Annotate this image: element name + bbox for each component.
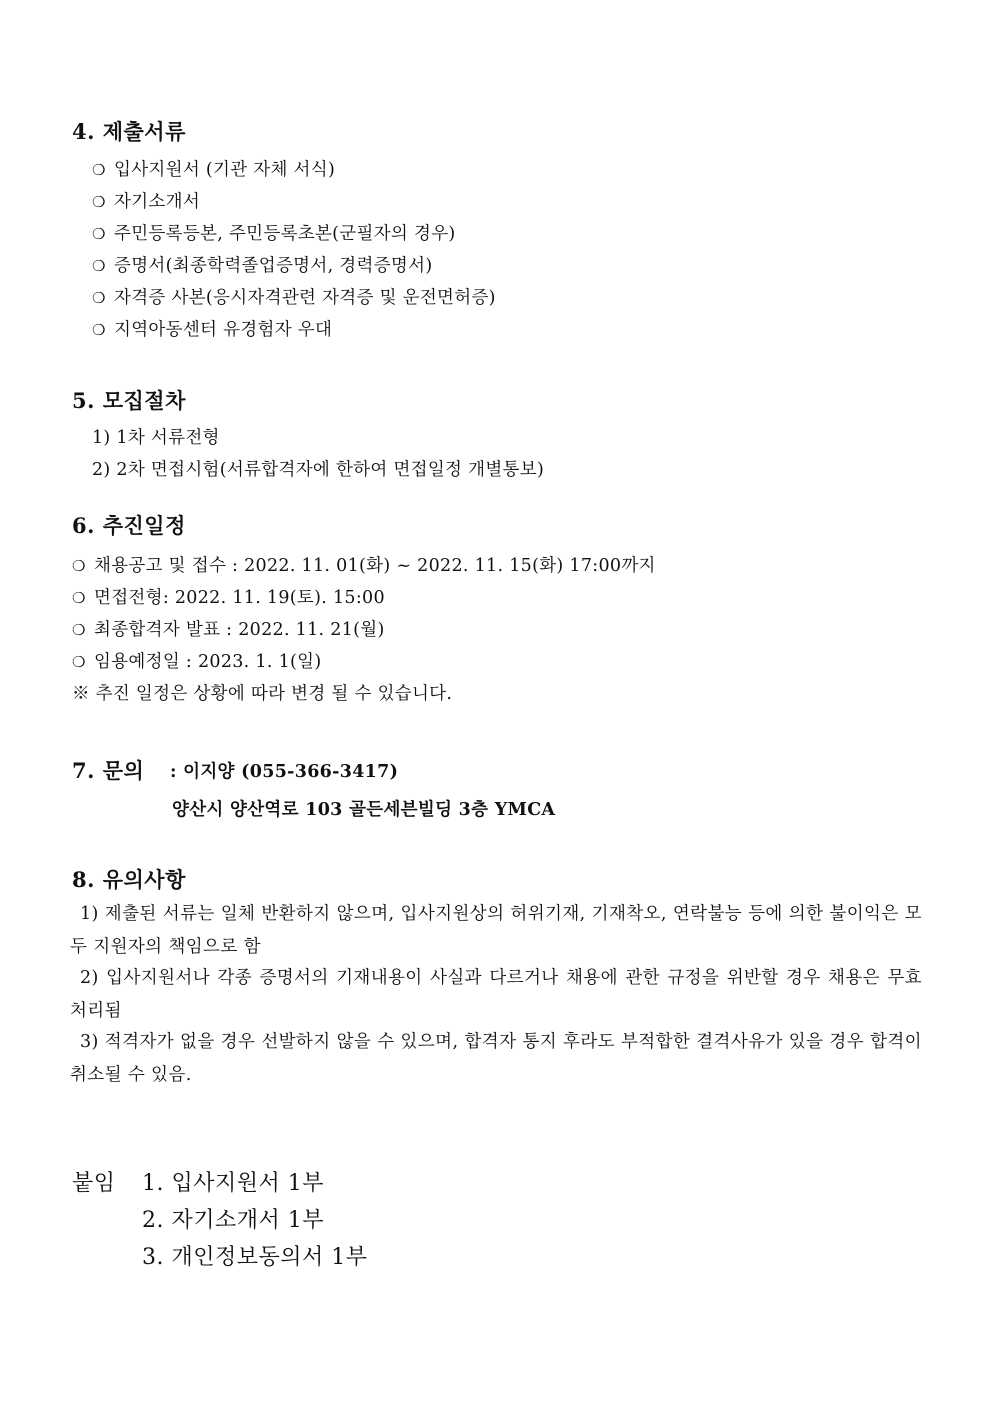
circle-bullet-icon: ❍ xyxy=(92,225,106,243)
sec4-item-4: ❍ 증명서(최종학력졸업증명서, 경력증명서) xyxy=(92,256,433,276)
circle-bullet-icon: ❍ xyxy=(92,257,106,275)
sec4-item-6: ❍ 지역아동센터 유경험자 우대 xyxy=(92,320,333,340)
sec4-item-1: ❍ 입사지원서 (기관 자체 서식) xyxy=(92,160,336,180)
sec6-item-2: ❍ 면접전형: 2022. 11. 19(토). 15:00 xyxy=(72,588,385,608)
sec5-item-1: 1) 1차 서류전형 xyxy=(92,428,220,448)
notice-item-2: 2) 입사지원서나 각종 증명서의 기재내용이 사실과 다르거나 채용에 관한 규정을 위반할 경우 채용은 무효 처리됨 xyxy=(70,968,922,1021)
section-7-title: 7. 문의 xyxy=(72,758,145,783)
attachment-item-3: 3. 개인정보동의서 1부 xyxy=(142,1245,368,1270)
circle-bullet-icon: ❍ xyxy=(72,589,86,607)
contact-info: : 이지양 (055-366-3417) xyxy=(170,762,399,782)
sec6-item-3: ❍ 최종합격자 발표 : 2022. 11. 21(월) xyxy=(72,620,385,640)
circle-bullet-icon: ❍ xyxy=(72,557,86,575)
sec6-item-1: ❍ 채용공고 및 접수 : 2022. 11. 01(화) ~ 2022. 11. 15(화) 17:00까지 xyxy=(72,556,656,576)
circle-bullet-icon: ❍ xyxy=(72,653,86,671)
contact-address: 양산시 양산역로 103 골든세븐빌딩 3층 YMCA xyxy=(172,800,556,820)
circle-bullet-icon: ❍ xyxy=(92,289,106,307)
circle-bullet-icon: ❍ xyxy=(92,193,106,211)
sec4-item-5: ❍ 자격증 사본(응시자격관련 자격증 및 운전면허증) xyxy=(92,288,496,308)
sec6-note: ※ 추진 일정은 상황에 따라 변경 될 수 있습니다. xyxy=(72,684,453,704)
sec4-item-2: ❍ 자기소개서 xyxy=(92,192,201,212)
section-4-title: 4. 제출서류 xyxy=(72,119,186,144)
circle-bullet-icon: ❍ xyxy=(92,321,106,339)
circle-bullet-icon: ❍ xyxy=(92,161,106,179)
sec5-item-2: 2) 2차 면접시험(서류합격자에 한하여 면접일정 개별통보) xyxy=(92,460,545,480)
notice-item-3: 3) 적격자가 없을 경우 선발하지 않을 수 있으며, 합격자 통지 후라도 부적합한 결격사유가 있을 경우 합격이 취소될 수 있음. xyxy=(70,1032,922,1085)
circle-bullet-icon: ❍ xyxy=(72,621,86,639)
attachment-item-2: 2. 자기소개서 1부 xyxy=(142,1208,324,1233)
attachments-label: 붙임 xyxy=(72,1171,116,1196)
section-6-title: 6. 추진일정 xyxy=(72,513,186,538)
section-5-title: 5. 모집절차 xyxy=(72,388,186,413)
notice-item-1: 1) 제출된 서류는 일체 반환하지 않으며, 입사지원상의 허위기재, 기재착오, 연락불능 등에 의한 불이익은 모두 지원자의 책임으로 함 xyxy=(70,904,922,957)
section-8-title: 8. 유의사항 xyxy=(72,867,186,892)
sec4-item-3: ❍ 주민등록등본, 주민등록초본(군필자의 경우) xyxy=(92,224,456,244)
sec6-item-4: ❍ 임용예정일 : 2023. 1. 1(일) xyxy=(72,652,322,672)
attachment-item-1: 1. 입사지원서 1부 xyxy=(142,1171,324,1196)
